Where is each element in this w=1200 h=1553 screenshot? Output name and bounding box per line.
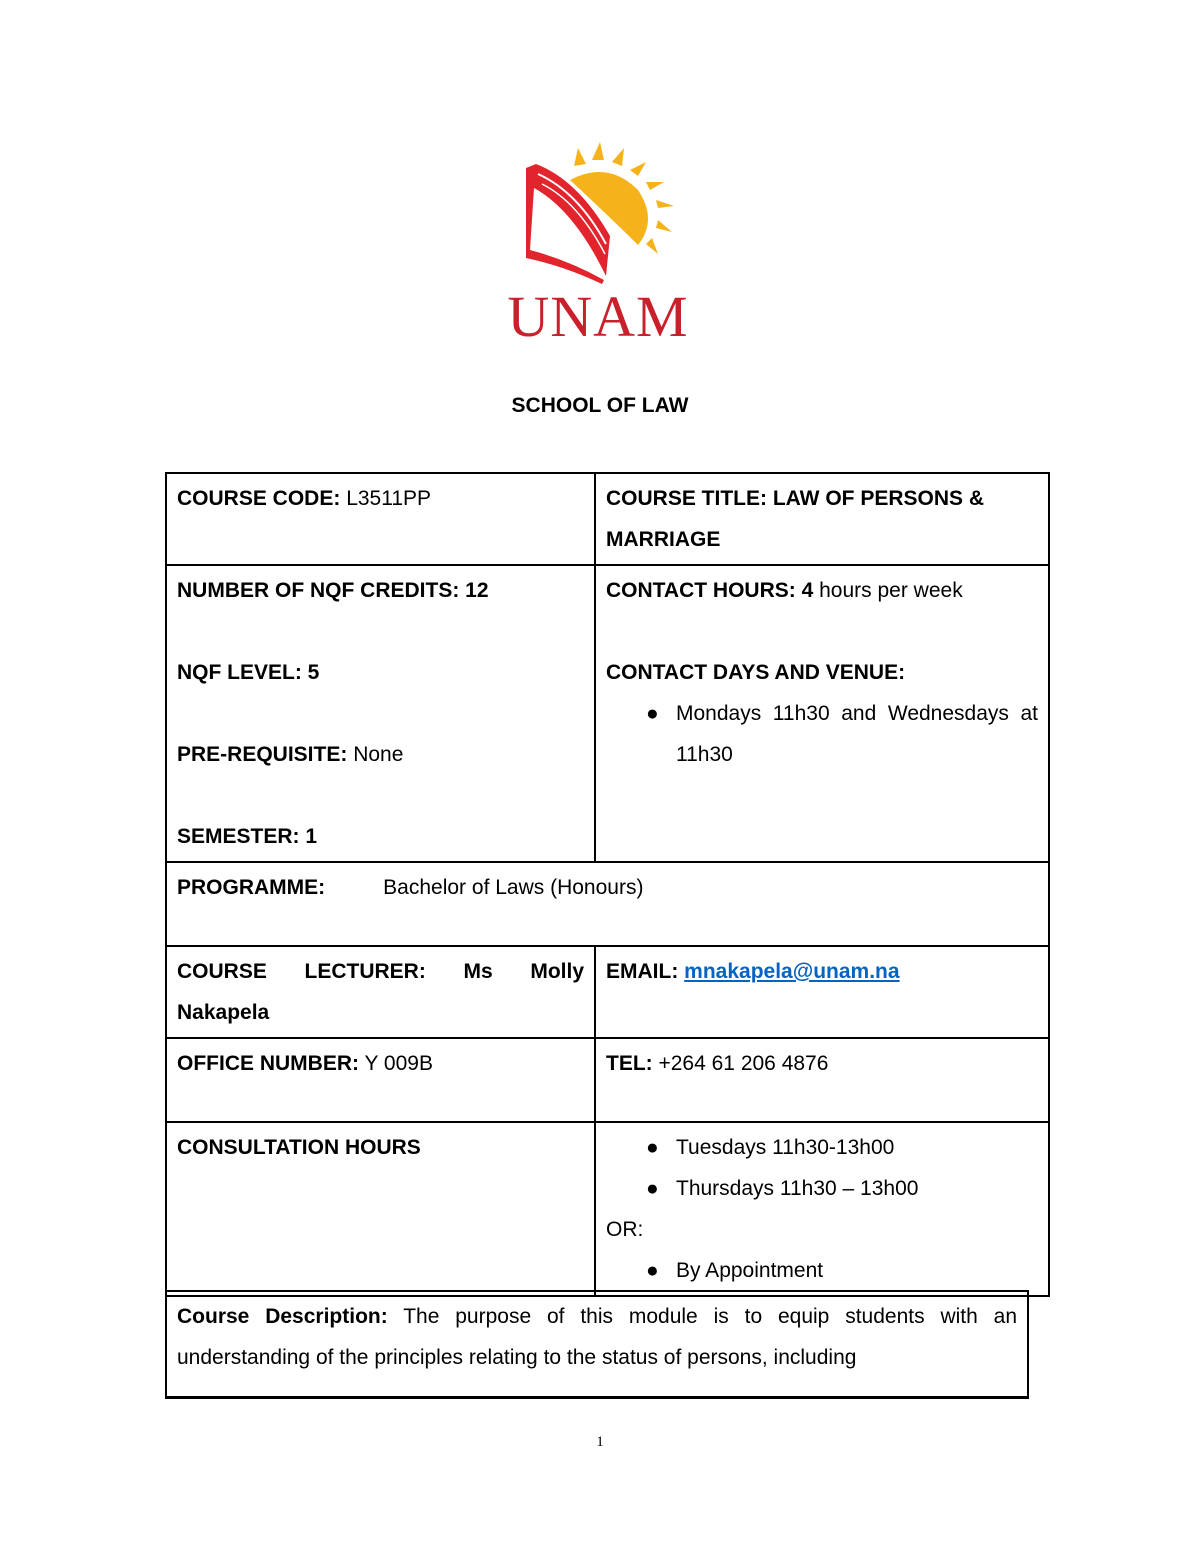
tel-value: +264 61 206 4876 bbox=[652, 1052, 829, 1075]
consultation-extra: By Appointment bbox=[676, 1259, 824, 1282]
nqf-credits: NUMBER OF NQF CREDITS: 12 bbox=[177, 579, 489, 602]
unam-wordmark: UNAM bbox=[507, 284, 689, 349]
office-value: Y 009B bbox=[359, 1052, 433, 1075]
lecturer-label: COURSE LECTURER: Ms Molly Nakapela bbox=[177, 960, 584, 1024]
consultation-item: Tuesdays 11h30-13h00 bbox=[676, 1136, 895, 1159]
prerequisite-label: PRE-REQUISITE: bbox=[177, 743, 348, 766]
list-item bbox=[606, 1250, 1038, 1291]
tel-cell bbox=[595, 1038, 1049, 1122]
programme-value: Bachelor of Laws (Honours) bbox=[383, 876, 644, 899]
table-row bbox=[166, 473, 1049, 565]
course-code-value: L3511PP bbox=[340, 487, 432, 510]
consultation-hours-cell bbox=[595, 1122, 1049, 1296]
table-row bbox=[166, 946, 1049, 1038]
table-row bbox=[166, 862, 1049, 946]
consultation-or: OR: bbox=[606, 1218, 644, 1241]
contact-cell bbox=[595, 565, 1049, 862]
description-label: Course Description: bbox=[177, 1305, 388, 1328]
table-row bbox=[166, 1122, 1049, 1296]
list-item bbox=[606, 1127, 1038, 1168]
lecturer-cell bbox=[166, 946, 595, 1038]
page-number: 1 bbox=[596, 1434, 604, 1450]
contact-hours-value: hours per week bbox=[813, 579, 963, 602]
bullet-icon: ● bbox=[646, 1177, 659, 1200]
prerequisite-value: None bbox=[347, 743, 404, 766]
email-link[interactable]: mnakapela@unam.na bbox=[684, 960, 900, 983]
list-item bbox=[606, 693, 1038, 775]
consultation-label: CONSULTATION HOURS bbox=[177, 1136, 421, 1159]
table-row bbox=[166, 565, 1049, 862]
description-text: The purpose of this module is to equip students with an understanding of the principles relating to the status of persons, including bbox=[177, 1305, 1017, 1369]
consultation-item: Thursdays 11h30 – 13h00 bbox=[676, 1177, 919, 1200]
course-code-cell bbox=[166, 473, 595, 565]
consultation-list bbox=[606, 1127, 1038, 1209]
contact-days-label: CONTACT DAYS AND VENUE: bbox=[606, 661, 906, 684]
course-title-cell bbox=[595, 473, 1049, 565]
consultation-label-cell bbox=[166, 1122, 595, 1296]
school-title: SCHOOL OF LAW bbox=[511, 394, 689, 417]
contact-hours-num: 4 bbox=[795, 579, 814, 602]
programme-cell bbox=[166, 862, 1049, 946]
list-item bbox=[606, 1168, 1038, 1209]
bullet-icon: ● bbox=[646, 702, 659, 725]
consultation-extra-list bbox=[606, 1250, 1038, 1291]
course-info-table bbox=[165, 472, 1050, 1297]
contact-hours-label: CONTACT HOURS: bbox=[606, 579, 796, 602]
unam-logo bbox=[478, 140, 718, 350]
course-code-label: COURSE CODE: bbox=[177, 487, 341, 510]
semester: SEMESTER: 1 bbox=[177, 825, 318, 848]
office-label: OFFICE NUMBER: bbox=[177, 1052, 359, 1075]
contact-days-item: Mondays 11h30 and Wednesdays at 11h30 bbox=[676, 702, 1038, 766]
programme-label: PROGRAMME: bbox=[177, 876, 326, 899]
nqf-level: NQF LEVEL: 5 bbox=[177, 661, 320, 684]
credits-cell bbox=[166, 565, 595, 862]
contact-days-list bbox=[606, 693, 1038, 775]
course-title-label: COURSE TITLE: LAW OF PERSONS & MARRIAGE bbox=[606, 487, 985, 551]
tel-label: TEL: bbox=[606, 1052, 653, 1075]
email-cell bbox=[595, 946, 1049, 1038]
bullet-icon: ● bbox=[646, 1136, 659, 1159]
bullet-icon: ● bbox=[646, 1259, 659, 1282]
course-description-box bbox=[165, 1290, 1029, 1399]
table-row bbox=[166, 1038, 1049, 1122]
email-label: EMAIL: bbox=[606, 960, 679, 983]
office-cell bbox=[166, 1038, 595, 1122]
